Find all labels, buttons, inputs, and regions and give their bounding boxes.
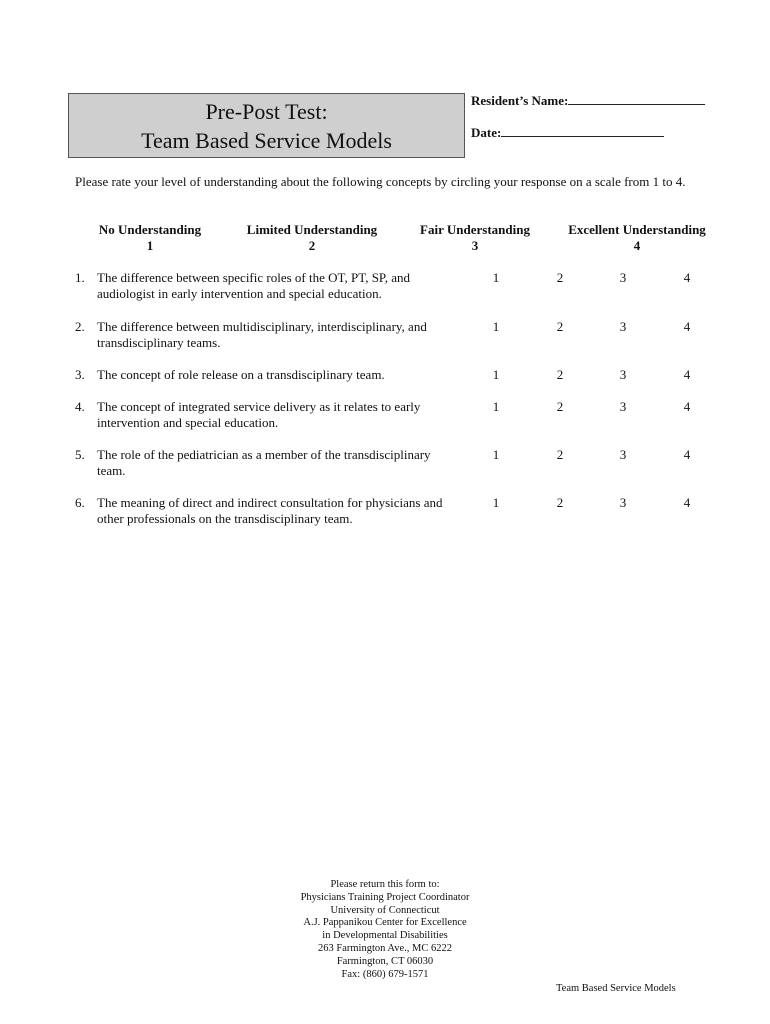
scale-heading-2 [232, 222, 392, 254]
rating-option-3[interactable]: 3 [619, 447, 627, 462]
question-number: 1. [75, 270, 85, 285]
rating-option-3[interactable]: 3 [619, 495, 627, 510]
rating-option-2[interactable]: 2 [556, 270, 564, 285]
title-line-2: Team Based Service Models [141, 127, 392, 153]
title-box [68, 93, 465, 158]
rating-option-4[interactable]: 4 [683, 270, 691, 285]
address-line: 263 Farmington Ave., MC 6222 [318, 942, 452, 954]
scale-value: 2 [308, 238, 316, 253]
rating-option-1[interactable]: 1 [492, 270, 500, 285]
question-number: 2. [75, 319, 85, 334]
date-line[interactable] [501, 126, 664, 137]
address-line: Physicians Training Project Coordinator [300, 891, 470, 903]
address-line: in Developmental Disabilities [322, 930, 448, 942]
question-number: 6. [75, 495, 85, 510]
scale-label: Excellent Understanding [568, 222, 706, 237]
instructions: Please rate your level of understanding about the following concepts by circling your response on a scale from 1 to 4. [75, 174, 686, 189]
scale-label: Limited Understanding [246, 222, 378, 237]
question-text: The role of the pediatrician as a member of the transdisciplinary team. [97, 447, 431, 478]
scale-heading-4 [557, 222, 717, 254]
page-footer-title: Team Based Service Models [556, 983, 676, 994]
rating-option-1[interactable]: 1 [492, 399, 500, 414]
question-number: 5. [75, 447, 85, 462]
question-text: The difference between multidisciplinary, interdisciplinary, and transdisciplinary teams. [97, 319, 427, 350]
scale-label: Fair Understanding [420, 222, 530, 237]
resident-name-label: Resident’s Name: [471, 93, 569, 108]
scale-heading-1 [85, 222, 215, 254]
rating-option-4[interactable]: 4 [683, 447, 691, 462]
scale-value: 3 [471, 238, 479, 253]
scale-label: No Understanding [98, 222, 202, 237]
rating-option-2[interactable]: 2 [556, 447, 564, 462]
rating-option-4[interactable]: 4 [683, 367, 691, 382]
rating-option-2[interactable]: 2 [556, 399, 564, 414]
rating-option-4[interactable]: 4 [683, 319, 691, 334]
address-line: Please return this form to: [330, 879, 440, 890]
scale-value: 4 [633, 238, 641, 253]
question-text: The difference between specific roles of the OT, PT, SP, and audiologist in early intervention and special education. [97, 270, 410, 301]
question-text: The concept of integrated service delivery as it relates to early intervention and special education. [97, 399, 421, 430]
question-text: The concept of role release on a transdisciplinary team. [97, 367, 385, 382]
rating-option-1[interactable]: 1 [492, 447, 500, 462]
address-line: Fax: (860) 679-1571 [341, 968, 429, 980]
scale-heading-3 [404, 222, 546, 254]
address-line: Farmington, CT 06030 [336, 955, 434, 967]
rating-option-4[interactable]: 4 [683, 399, 691, 414]
rating-option-1[interactable]: 1 [492, 367, 500, 382]
rating-option-2[interactable]: 2 [556, 495, 564, 510]
rating-option-2[interactable]: 2 [556, 319, 564, 334]
rating-option-3[interactable]: 3 [619, 319, 627, 334]
title-line-1: Pre-Post Test: [205, 98, 328, 124]
rating-option-4[interactable]: 4 [683, 495, 691, 510]
date-label: Date: [471, 125, 502, 140]
rating-option-1[interactable]: 1 [492, 319, 500, 334]
resident-name-field[interactable] [471, 93, 705, 109]
address-line: A.J. Pappanikou Center for Excellence [303, 917, 467, 929]
address-line: University of Connecticut [330, 904, 440, 916]
rating-option-3[interactable]: 3 [619, 367, 627, 382]
question-number: 4. [75, 399, 85, 414]
rating-option-2[interactable]: 2 [556, 367, 564, 382]
date-field[interactable] [471, 125, 664, 141]
return-address [245, 879, 525, 981]
rating-option-1[interactable]: 1 [492, 495, 500, 510]
question-text: The meaning of direct and indirect consultation for physicians and other professionals on the transdisciplinary team. [97, 495, 443, 526]
resident-name-line[interactable] [568, 94, 705, 105]
question-number: 3. [75, 367, 85, 382]
rating-option-3[interactable]: 3 [619, 399, 627, 414]
rating-option-3[interactable]: 3 [619, 270, 627, 285]
scale-value: 1 [146, 238, 154, 253]
